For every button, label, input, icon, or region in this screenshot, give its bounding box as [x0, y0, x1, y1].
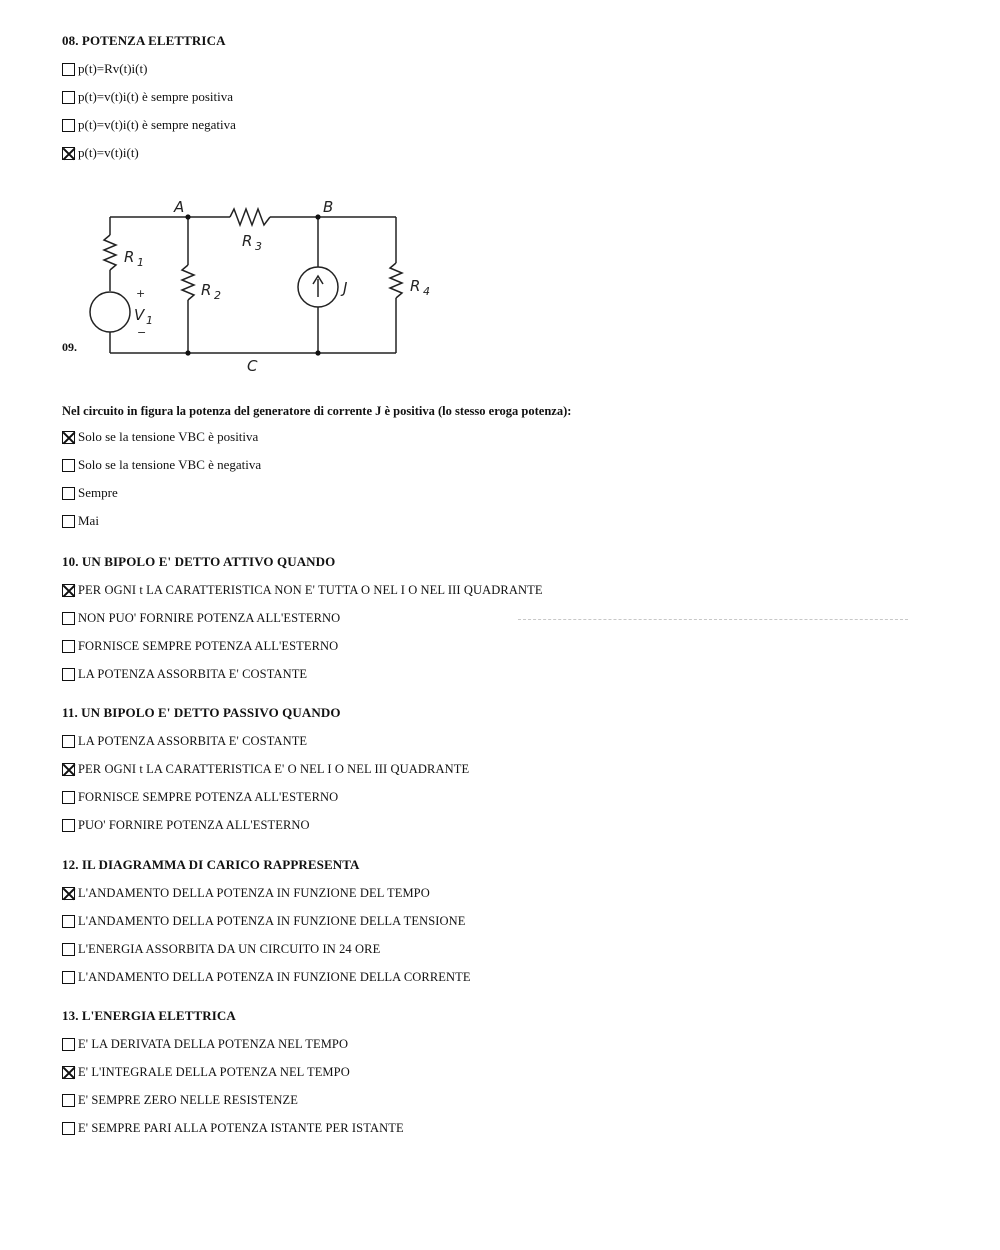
checkbox[interactable] [62, 791, 75, 804]
j-label: J [343, 279, 348, 297]
q08-option-3[interactable] [62, 111, 236, 139]
q12-option-1[interactable] [62, 879, 471, 907]
q10-option-2[interactable] [62, 604, 543, 632]
checkbox[interactable] [62, 640, 75, 653]
r1-label: R [124, 248, 135, 266]
question-10-title: 10. UN BIPOLO E' DETTO ATTIVO QUANDO [62, 554, 336, 569]
checkbox[interactable] [62, 819, 75, 832]
checked-checkbox[interactable] [62, 763, 75, 776]
checkbox[interactable] [62, 915, 75, 928]
checkbox[interactable] [62, 91, 75, 104]
node-c-dot-left [185, 350, 190, 355]
checked-checkbox[interactable] [62, 431, 75, 444]
r2-subscript: 2 [214, 289, 221, 302]
v1-label: V [134, 306, 145, 324]
q12-option-2[interactable] [62, 907, 471, 935]
r2-label: R [201, 281, 212, 299]
r2-resistor [182, 265, 194, 300]
option-label: LA POTENZA ASSORBITA E' COSTANTE [78, 733, 308, 748]
r1-resistor [104, 235, 116, 270]
r4-resistor [390, 263, 402, 298]
question-09-number: 09. [62, 340, 77, 354]
v1-plus-sign: + [136, 287, 146, 300]
option-label: L'ANDAMENTO DELLA POTENZA IN FUNZIONE DELLA CORRENTE [78, 969, 471, 984]
v1-subscript: 1 [146, 314, 153, 327]
q08-option-1[interactable] [62, 55, 236, 83]
q13-option-1[interactable] [62, 1030, 404, 1058]
r3-label: R [242, 232, 253, 250]
option-label: PUO' FORNIRE POTENZA ALL'ESTERNO [78, 817, 310, 832]
option-label: FORNISCE SEMPRE POTENZA ALL'ESTERNO [78, 638, 339, 653]
checkbox[interactable] [62, 668, 75, 681]
option-label: L'ANDAMENTO DELLA POTENZA IN FUNZIONE DELLA TENSIONE [78, 913, 466, 928]
q13-option-2[interactable] [62, 1058, 404, 1086]
scan-artifact-line [518, 619, 908, 620]
checkbox[interactable] [62, 459, 75, 472]
question-13-title: 13. L'ENERGIA ELETTRICA [62, 1008, 236, 1023]
question-11-title: 11. UN BIPOLO E' DETTO PASSIVO QUANDO [62, 705, 341, 720]
option-label: Sempre [78, 485, 118, 500]
checked-checkbox[interactable] [62, 887, 75, 900]
option-label: FORNISCE SEMPRE POTENZA ALL'ESTERNO [78, 789, 339, 804]
option-label: L'ANDAMENTO DELLA POTENZA IN FUNZIONE DEL TEMPO [78, 885, 430, 900]
q10-option-3[interactable] [62, 632, 543, 660]
q09-option-1[interactable] [62, 423, 261, 451]
option-label: NON PUO' FORNIRE POTENZA ALL'ESTERNO [78, 610, 341, 625]
node-a-label: A [174, 198, 185, 216]
node-b-label: B [323, 198, 334, 216]
checked-checkbox[interactable] [62, 147, 75, 160]
q13-option-3[interactable] [62, 1086, 404, 1114]
question-12 [62, 857, 471, 991]
question-11 [62, 705, 469, 839]
option-label: PER OGNI t LA CARATTERISTICA NON E' TUTTA O NEL I O NEL III QUADRANTE [78, 582, 543, 597]
checkbox[interactable] [62, 1038, 75, 1051]
checked-checkbox[interactable] [62, 584, 75, 597]
q08-option-2[interactable] [62, 83, 236, 111]
checkbox[interactable] [62, 1094, 75, 1107]
option-label: LA POTENZA ASSORBITA E' COSTANTE [78, 666, 308, 681]
checkbox[interactable] [62, 971, 75, 984]
q10-option-4[interactable] [62, 660, 543, 688]
q11-option-4[interactable] [62, 811, 469, 839]
q13-option-4[interactable] [62, 1114, 404, 1142]
question-10 [62, 554, 543, 688]
question-13 [62, 1008, 404, 1142]
option-label: E' SEMPRE ZERO NELLE RESISTENZE [78, 1092, 298, 1107]
q11-option-3[interactable] [62, 783, 469, 811]
q12-option-3[interactable] [62, 935, 471, 963]
node-b-dot [315, 214, 320, 219]
checkbox[interactable] [62, 63, 75, 76]
checked-checkbox[interactable] [62, 1066, 75, 1079]
q09-option-3[interactable] [62, 479, 261, 507]
option-label: p(t)=v(t)i(t) è sempre positiva [78, 89, 233, 104]
r4-label: R [410, 277, 421, 295]
r3-subscript: 3 [255, 240, 262, 253]
checkbox[interactable] [62, 612, 75, 625]
checkbox[interactable] [62, 735, 75, 748]
question-09-text: Nel circuito in figura la potenza del generatore di corrente J è positiva (lo stesso eroga potenza): [62, 404, 572, 418]
q12-option-4[interactable] [62, 963, 471, 991]
r3-resistor [230, 209, 270, 225]
option-label: PER OGNI t LA CARATTERISTICA E' O NEL I O NEL III QUADRANTE [78, 761, 470, 776]
r1-subscript: 1 [137, 256, 144, 269]
v1-minus-sign: − [137, 326, 147, 339]
question-12-title: 12. IL DIAGRAMMA DI CARICO RAPPRESENTA [62, 857, 360, 872]
option-label: Solo se la tensione VBC è positiva [78, 429, 259, 444]
option-label: p(t)=v(t)i(t) [78, 145, 139, 160]
checkbox[interactable] [62, 943, 75, 956]
question-09-options [62, 423, 261, 535]
q09-option-2[interactable] [62, 451, 261, 479]
q11-option-1[interactable] [62, 727, 469, 755]
question-08-title: 08. POTENZA ELETTRICA [62, 33, 226, 48]
node-c-dot-right [315, 350, 320, 355]
option-label: p(t)=Rv(t)i(t) [78, 61, 148, 76]
option-label: Solo se la tensione VBC è negativa [78, 457, 262, 472]
node-c-label: C [247, 357, 258, 375]
checkbox[interactable] [62, 119, 75, 132]
option-label: Mai [78, 513, 99, 528]
checkbox[interactable] [62, 1122, 75, 1135]
circuit-diagram [80, 195, 450, 380]
option-label: E' L'INTEGRALE DELLA POTENZA NEL TEMPO [78, 1064, 350, 1079]
question-08 [62, 33, 236, 167]
r4-subscript: 4 [423, 285, 430, 298]
option-label: L'ENERGIA ASSORBITA DA UN CIRCUITO IN 24 ORE [78, 941, 381, 956]
q09-option-4[interactable] [62, 507, 261, 535]
option-label: p(t)=v(t)i(t) è sempre negativa [78, 117, 236, 132]
v1-source-circle [90, 292, 130, 332]
q08-option-4[interactable] [62, 139, 236, 167]
q10-option-1[interactable] [62, 576, 543, 604]
node-a-dot [185, 214, 190, 219]
q11-option-2[interactable] [62, 755, 469, 783]
checkbox[interactable] [62, 515, 75, 528]
checkbox[interactable] [62, 487, 75, 500]
option-label: E' LA DERIVATA DELLA POTENZA NEL TEMPO [78, 1036, 349, 1051]
option-label: E' SEMPRE PARI ALLA POTENZA ISTANTE PER ISTANTE [78, 1120, 404, 1135]
